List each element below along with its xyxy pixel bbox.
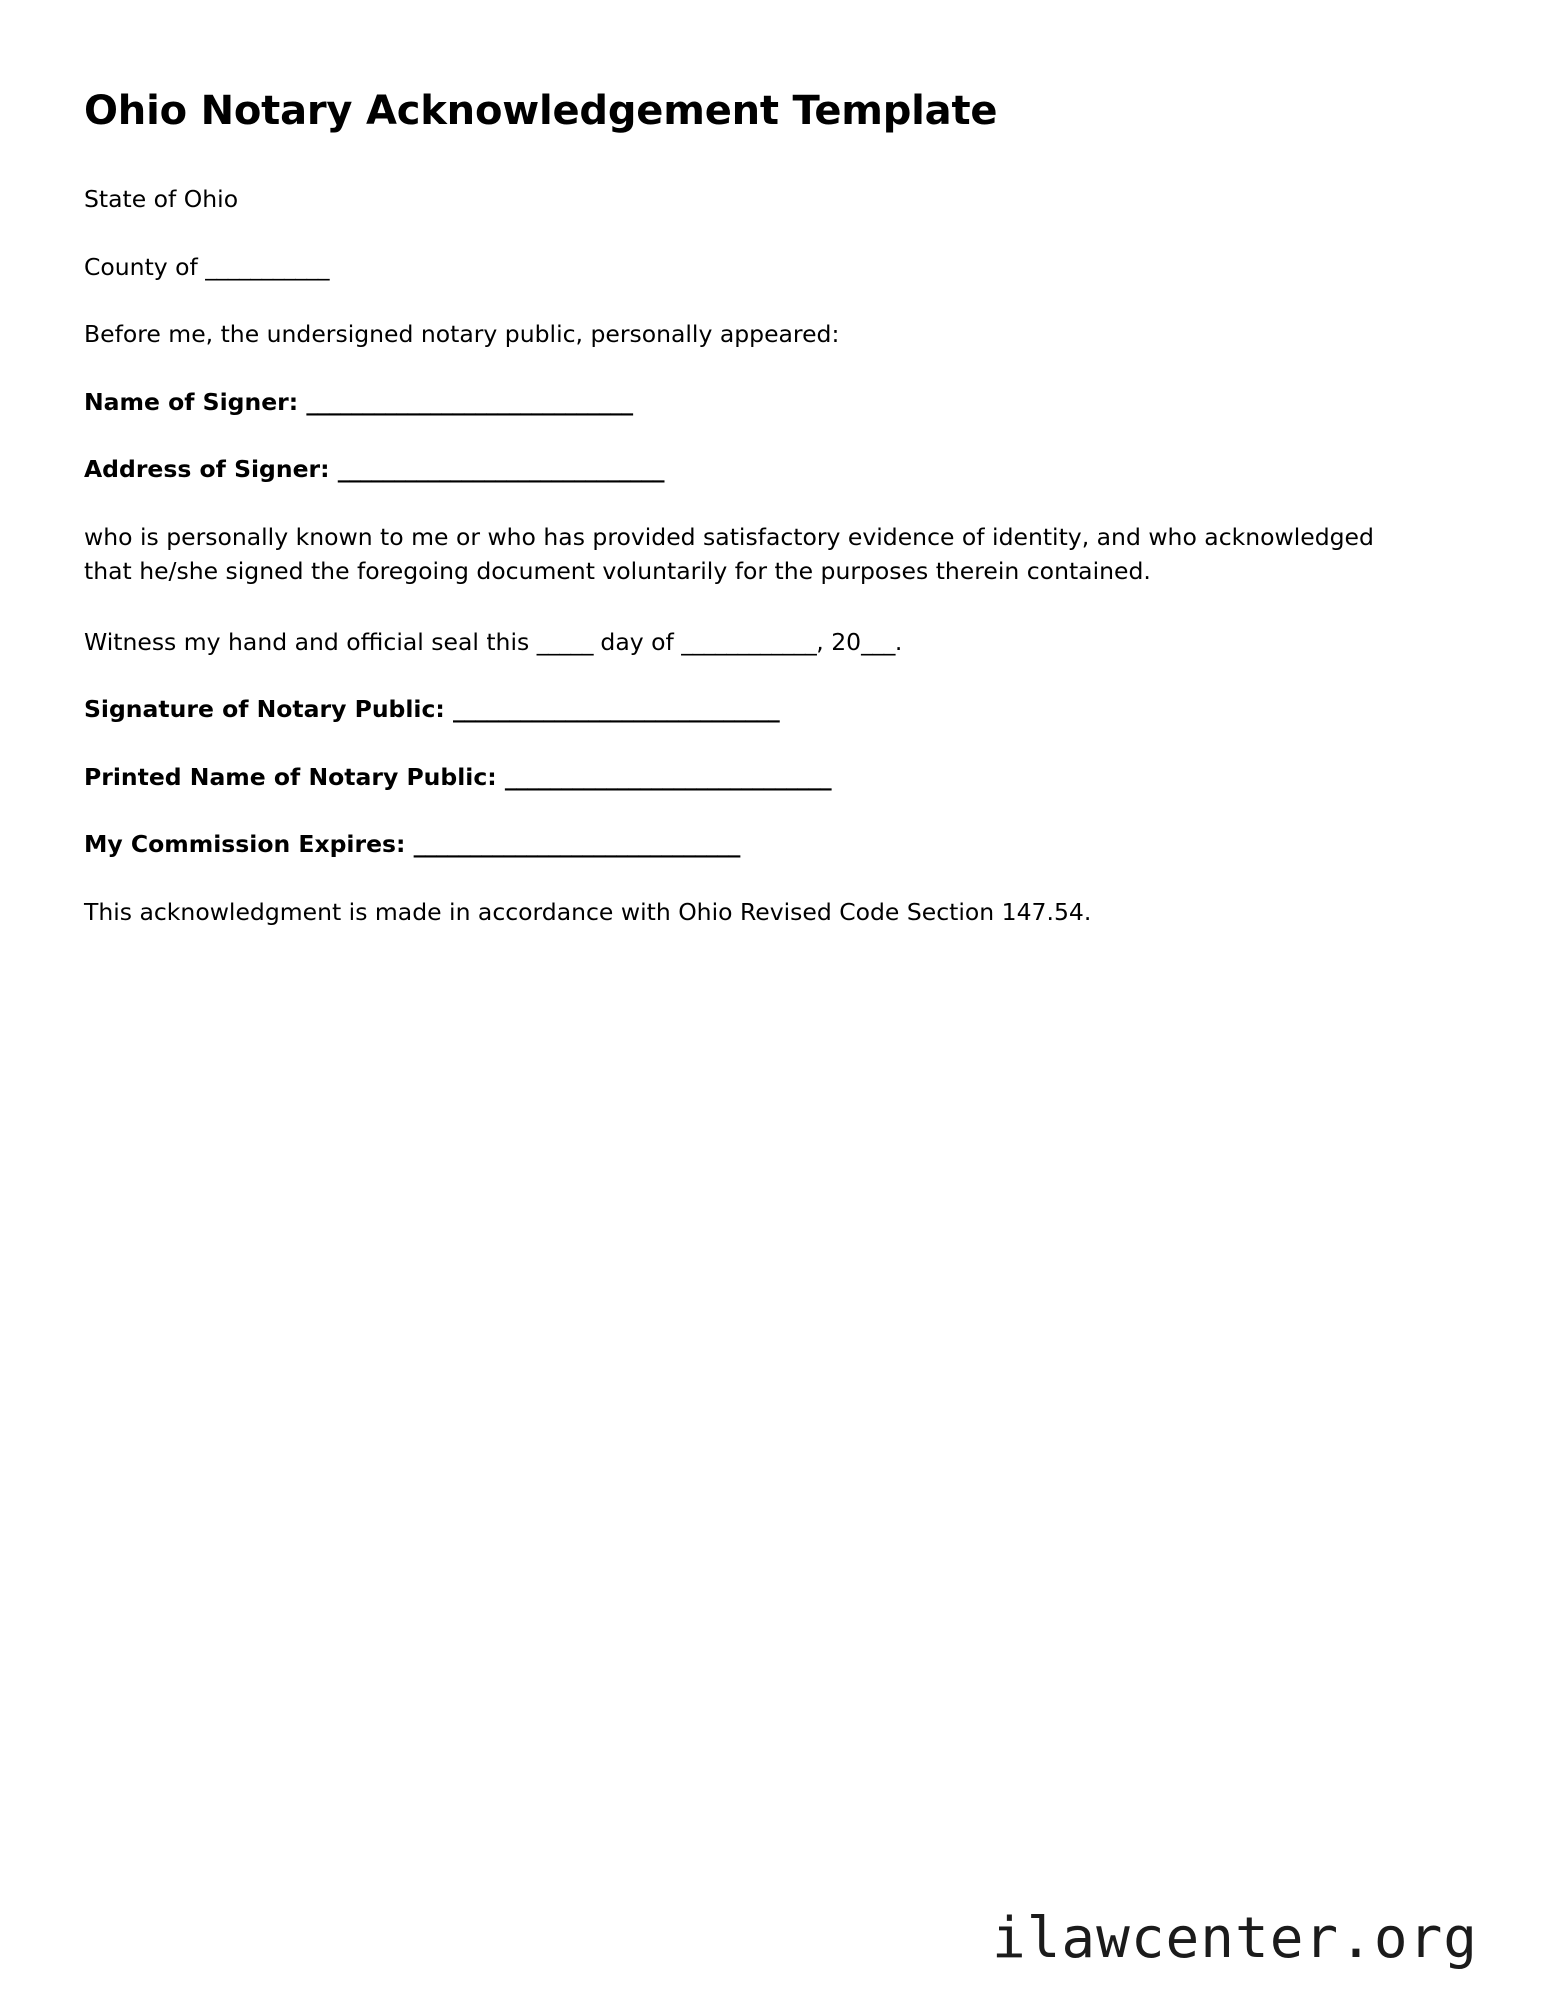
witness-line [84,625,1429,660]
name-of-signer-label: Name of Signer: [84,387,307,416]
witness-suffix-text: . [894,627,903,656]
printed-name-line [84,760,1429,795]
witness-day-blank-field[interactable]: _____ [536,627,593,656]
signature-label: Signature of Notary Public: [84,695,454,724]
witness-year-prefix-text: , 20 [816,627,862,656]
witness-middle-text: day of [592,627,682,656]
address-of-signer-blank-field[interactable]: _____________________________ [337,455,664,484]
printed-name-blank-field[interactable]: _____________________________ [504,762,832,791]
statute-note: This acknowledgment is made in accordance with Ohio Revised Code Section 147.54. [84,897,1092,926]
commission-expires-blank-field[interactable]: _____________________________ [413,830,740,859]
witness-month-blank-field[interactable]: ____________ [681,627,817,656]
site-watermark: ilawcenter.org [991,1906,1478,1971]
county-label: County of [84,252,206,281]
commission-expires-label: My Commission Expires: [84,830,414,859]
county-blank-field[interactable]: ___________ [205,252,330,281]
intro-line: Before me, the undersigned notary public, personally appeared: [84,320,840,349]
printed-name-label: Printed Name of Notary Public: [84,762,505,791]
state-line: State of Ohio [84,185,239,213]
address-of-signer-label: Address of Signer: [84,455,338,484]
county-line [84,250,1429,285]
address-of-signer-line [84,452,1429,487]
identity-paragraph: who is personally known to me or who has provided satisfactory evidence of identity, and who acknowledged that he/she signed the foregoing document voluntarily for the purposes therein contained. [84,522,1374,586]
witness-prefix-text: Witness my hand and official seal this [84,627,537,656]
commission-expires-line [84,827,1429,862]
signature-blank-field[interactable]: _____________________________ [453,695,780,724]
name-of-signer-blank-field[interactable]: _____________________________ [306,387,633,416]
name-of-signer-line [84,385,1429,420]
witness-year-blank-field[interactable]: ___ [861,627,895,656]
signature-line [84,692,1429,727]
page-title: Ohio Notary Acknowledgement Template [84,88,998,134]
